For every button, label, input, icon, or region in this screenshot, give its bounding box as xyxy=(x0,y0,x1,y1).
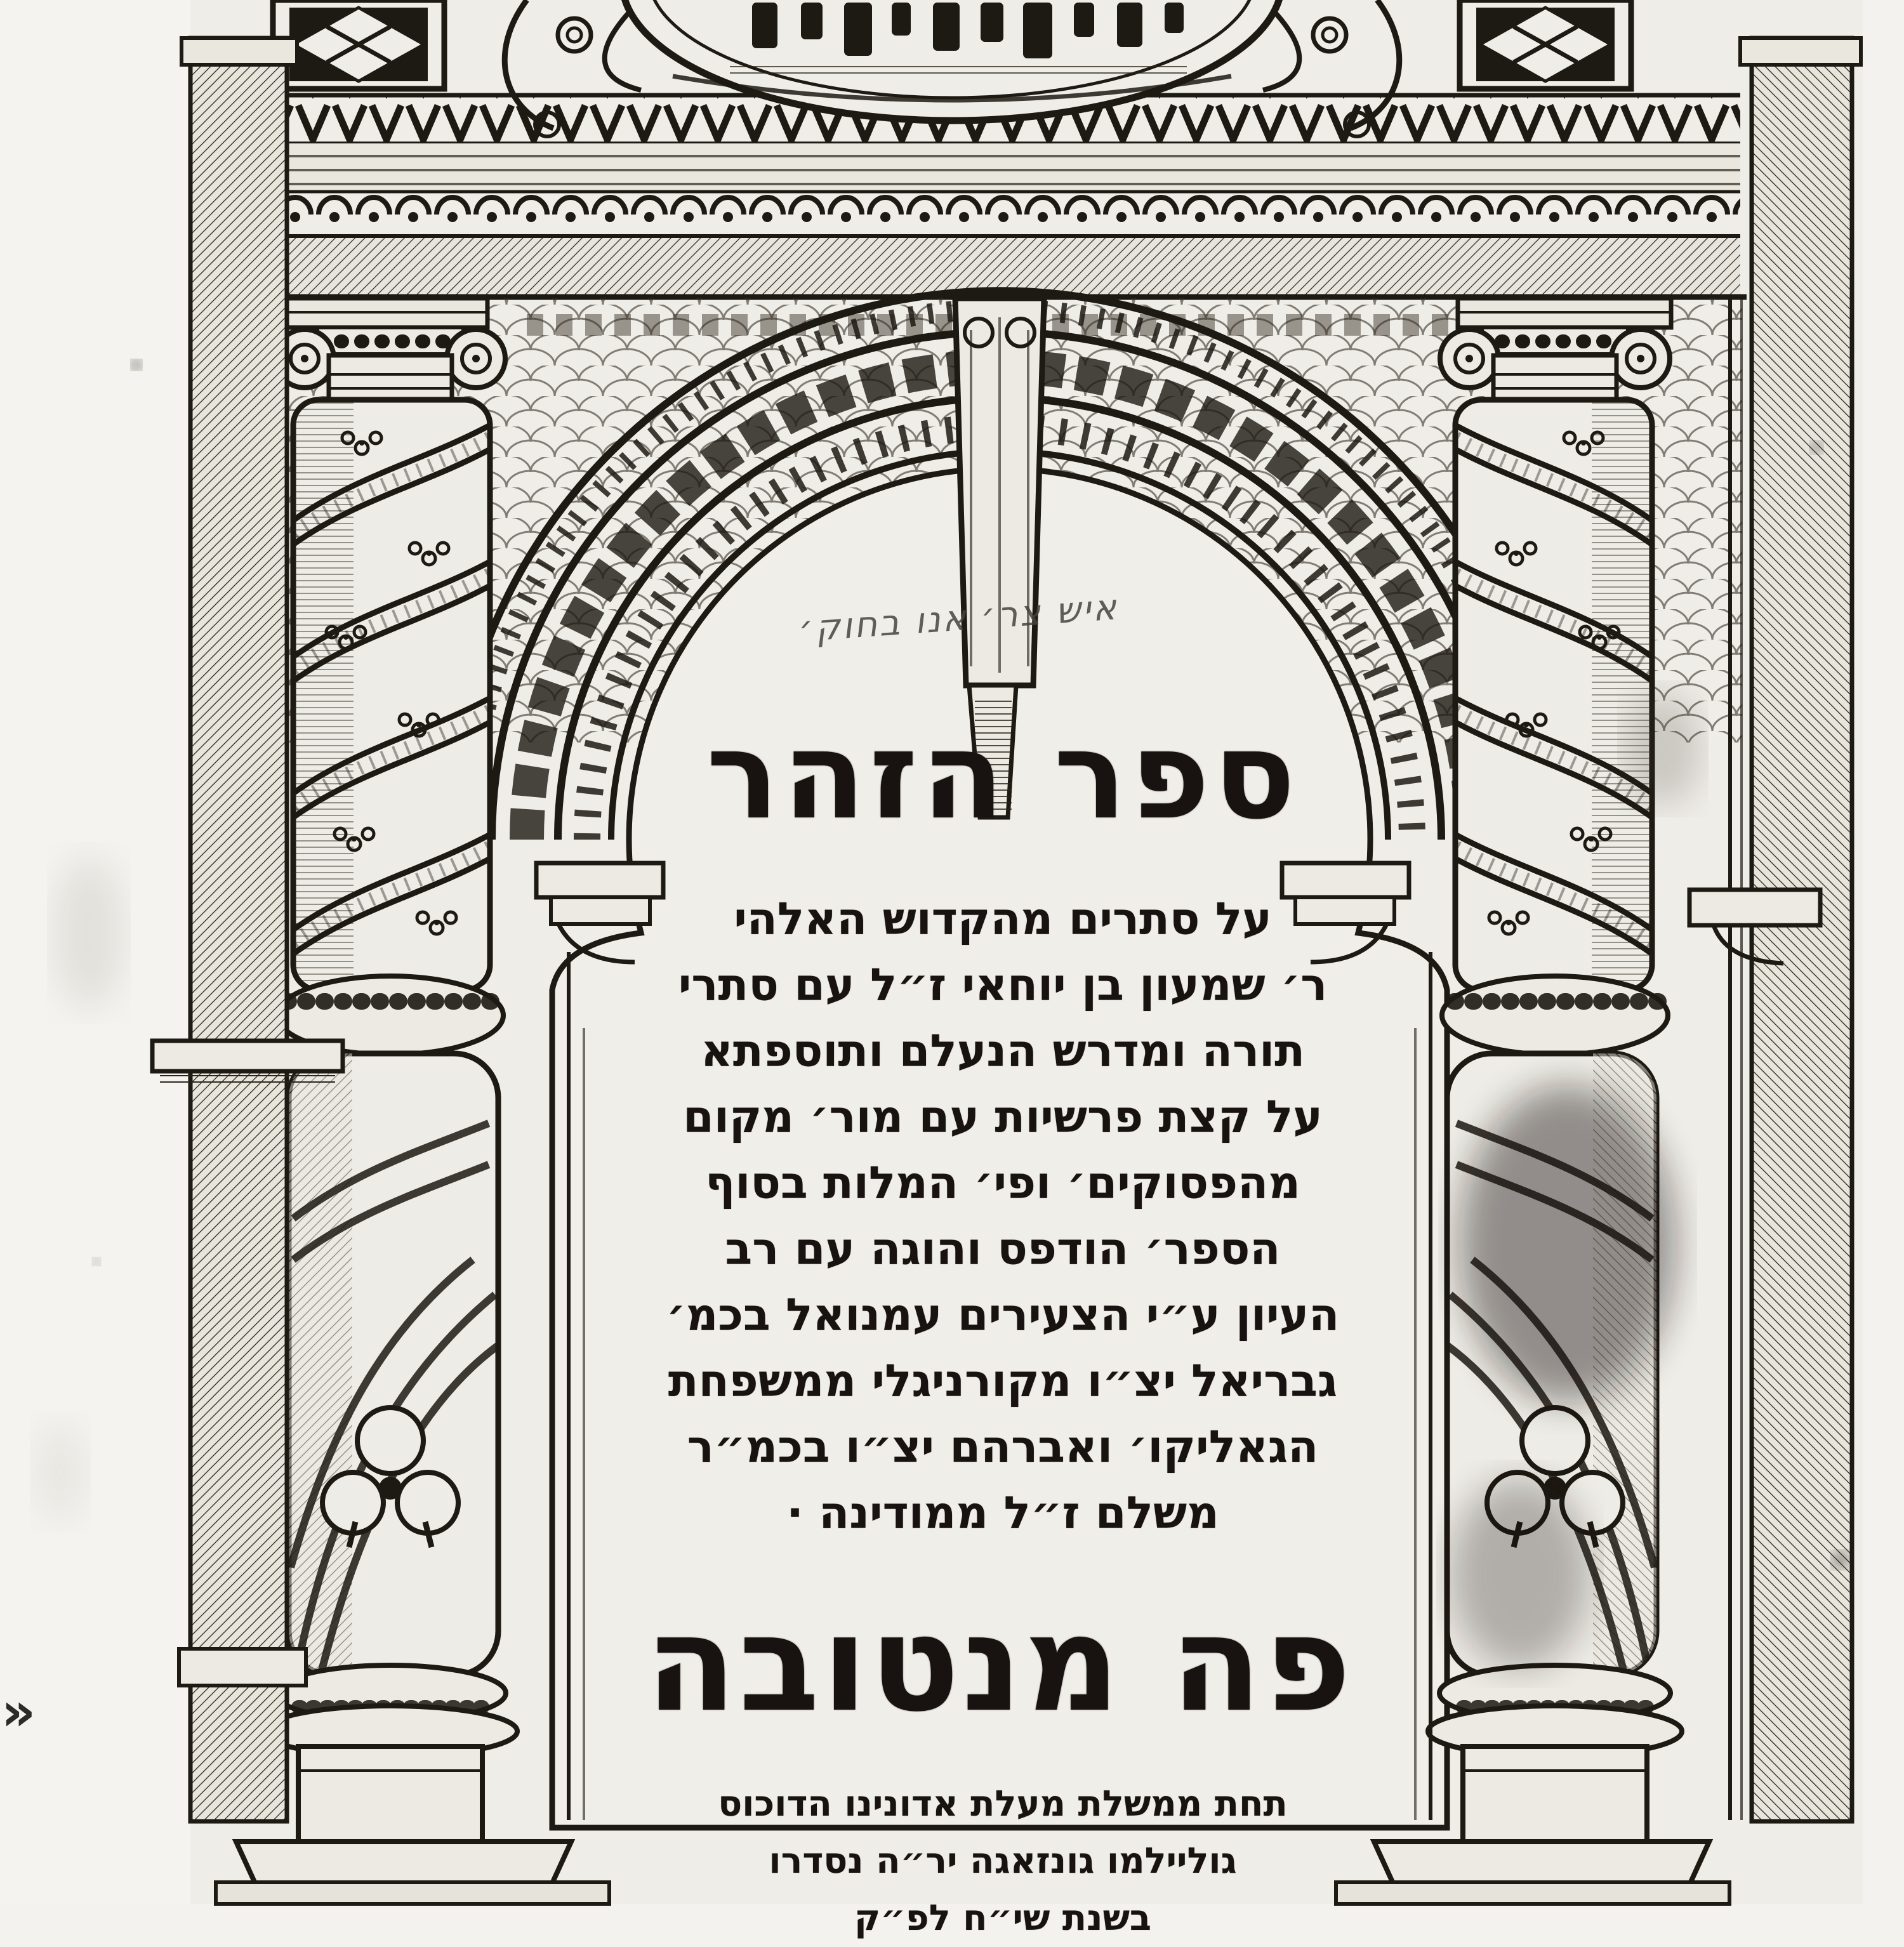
imprint-colophon xyxy=(622,1776,1384,1947)
subtitle-line: משלם ז״ל ממודינה · xyxy=(786,1487,1219,1539)
imprint-line: גוליילמו גונזאגה יר״ה נסדרו xyxy=(769,1840,1237,1882)
subtitle-line: על סתרים מהקדוש האלהי xyxy=(734,893,1272,945)
margin-mark: « xyxy=(1,1680,36,1743)
subtitle-line: ר׳ שמעון בן יוחאי ז״ל עם סתרי xyxy=(678,959,1328,1011)
subtitle-paragraph xyxy=(603,886,1403,1546)
book-title: ספר הזהר xyxy=(706,706,1300,846)
place-of-printing: פה מנטובה xyxy=(645,1588,1354,1741)
subtitle-line: מהפסוקים׳ ופי׳ המלות בסוף xyxy=(705,1157,1300,1209)
subtitle-line: הספר׳ הודפס והוגה עם רב xyxy=(725,1223,1281,1275)
subtitle-line: על קצת פרשיות עם מור׳ מקום xyxy=(683,1091,1323,1143)
subtitle-line: העיון ע״י הצעירים עמנואל בכמ׳ xyxy=(666,1289,1340,1341)
imprint-line-clipped: בשנת שי״ח לפ״ק xyxy=(854,1898,1152,1939)
subtitle-line: תורה ומדרש הנעלם ותוספתא xyxy=(700,1025,1306,1077)
imprint-line: תחת ממשלת מעלת אדונינו הדוכוס xyxy=(718,1783,1288,1825)
handwritten-inscription: איש צר׳ אנו בחוק׳ xyxy=(797,586,1120,650)
entablature xyxy=(267,94,1747,297)
subtitle-line: הגאליקו׳ ואברהם יצ״ו בכמ״ר xyxy=(687,1421,1319,1473)
subtitle-line: גבריאל יצ״ו מקורניגלי ממשפחת xyxy=(668,1355,1338,1407)
